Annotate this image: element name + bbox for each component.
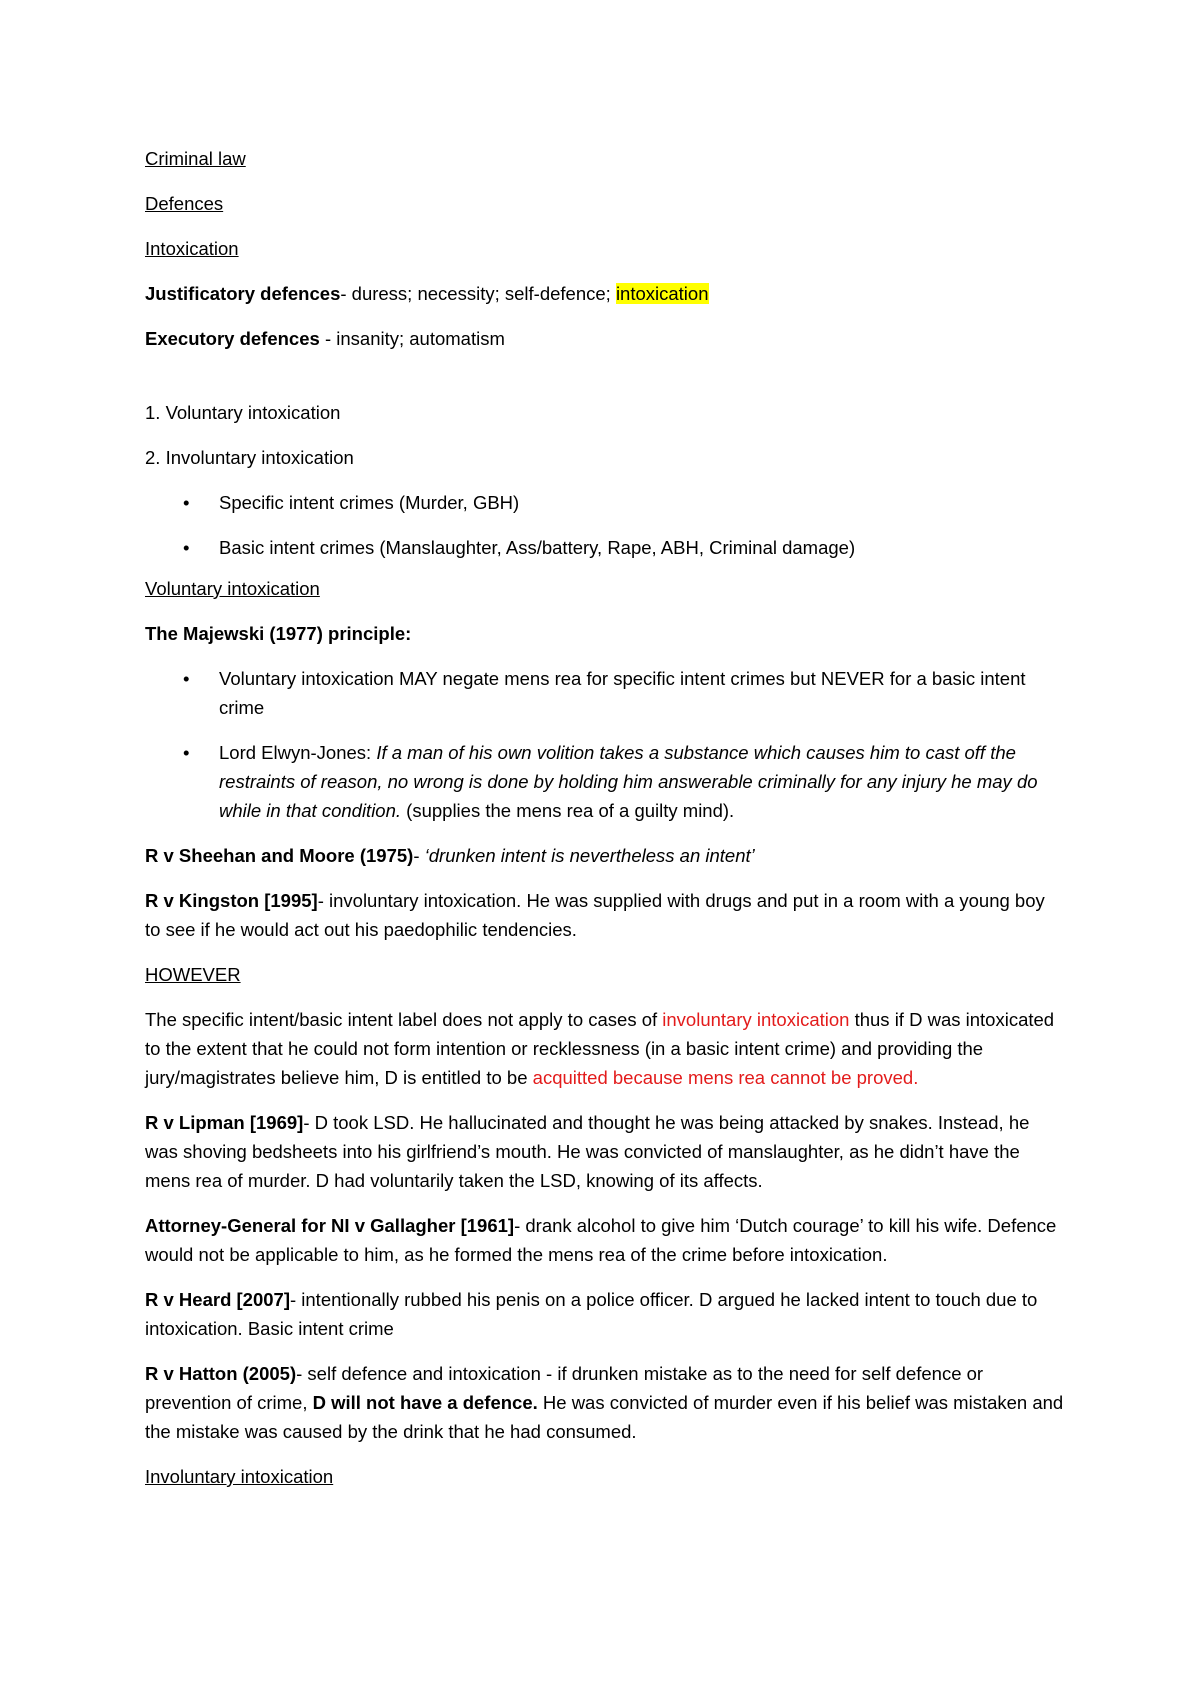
however-heading: HOWEVER bbox=[145, 964, 241, 985]
justificatory-text: - duress; necessity; self-defence; bbox=[340, 283, 611, 304]
section-involuntary-intoxication: Involuntary intoxication bbox=[145, 1466, 334, 1487]
specific-intent-paragraph: The specific intent/basic intent label does not apply to cases of involuntary intoxication thus if D was intoxicated to the extent that he could not form intention or recklessness (in a basic intent crime) and providing the jury/magistrates believe him, D is entitled to be acquitted because mens rea cannot be proved. bbox=[145, 1009, 1055, 1088]
bullet-icon: • bbox=[183, 492, 190, 513]
justificatory-label: Justificatory defences bbox=[145, 283, 341, 304]
numbered-item: 2. Involuntary intoxication bbox=[145, 447, 354, 468]
section-voluntary-intoxication: Voluntary intoxication bbox=[145, 578, 320, 599]
case-sheehan: R v Sheehan and Moore (1975)- ‘drunken intent is nevertheless an intent’ bbox=[145, 845, 755, 866]
justificatory-defences-line bbox=[145, 279, 1065, 308]
bullet-item: • Basic intent crimes (Manslaughter, Ass/battery, Rape, ABH, Criminal damage) bbox=[145, 533, 1065, 562]
document-body bbox=[145, 144, 1065, 1491]
heading-intoxication: Intoxication bbox=[145, 238, 239, 259]
numbered-item: 1. Voluntary intoxication bbox=[145, 402, 341, 423]
bullet-item: • Voluntary intoxication MAY negate mens rea for specific intent crimes but NEVER for a basic intent crime bbox=[145, 664, 1065, 722]
executory-text: - insanity; automatism bbox=[324, 328, 505, 349]
highlighted-intoxication: intoxication bbox=[615, 283, 709, 304]
case-hatton: R v Hatton (2005)- self defence and intoxication - if drunken mistake as to the need for self defence or prevention of crime, D will not have a defence. He was convicted of murder even if his belief was mistaken and the mistake was caused by the drink that he had consumed. bbox=[145, 1363, 1064, 1442]
case-heard: R v Heard [2007]- intentionally rubbed his penis on a police officer. D argued he lacked intent to touch due to intoxication. Basic intent crime bbox=[145, 1289, 1038, 1339]
case-gallagher: Attorney-General for NI v Gallagher [1961]- drank alcohol to give him ‘Dutch courage’ to kill his wife. Defence would not be applicable to him, as he formed the mens rea of the crime before intoxication. bbox=[145, 1215, 1057, 1265]
majewski-title: The Majewski (1977) principle: bbox=[145, 623, 412, 644]
executory-label: Executory defences bbox=[145, 328, 320, 349]
executory-defences-line bbox=[145, 324, 1065, 353]
case-lipman: R v Lipman [1969]- D took LSD. He hallucinated and thought he was being attacked by snakes. Instead, he was shoving bedsheets into his girlfriend’s mouth. He was convicted of manslaughter, as he didn’t have the mens rea of murder. D had voluntarily taken the LSD, knowing of its affects. bbox=[145, 1112, 1030, 1191]
elwyn-jones-quote: If a man of his own volition takes a substance which causes him to cast off the restraints of reason, no wrong is done by holding him answerable criminally for any injury he may do while in that condition. bbox=[219, 742, 1038, 821]
bullet-item: • Specific intent crimes (Murder, GBH) bbox=[145, 488, 1065, 517]
bullet-item-quote: • Lord Elwyn-Jones: If a man of his own volition takes a substance which causes him to cast off the restraints of reason, no wrong is done by holding him answerable criminally for any injury he may do while in that condition. (supplies the mens rea of a guilty mind). bbox=[145, 738, 1065, 825]
bullet-icon: • bbox=[183, 742, 190, 763]
bullet-icon: • bbox=[183, 668, 190, 689]
heading-criminal-law: Criminal law bbox=[145, 148, 246, 169]
heading-defences: Defences bbox=[145, 193, 224, 214]
bullet-icon: • bbox=[183, 537, 190, 558]
case-kingston: R v Kingston [1995]- involuntary intoxication. He was supplied with drugs and put in a room with a young boy to see if he would act out his paedophilic tendencies. bbox=[145, 890, 1045, 940]
